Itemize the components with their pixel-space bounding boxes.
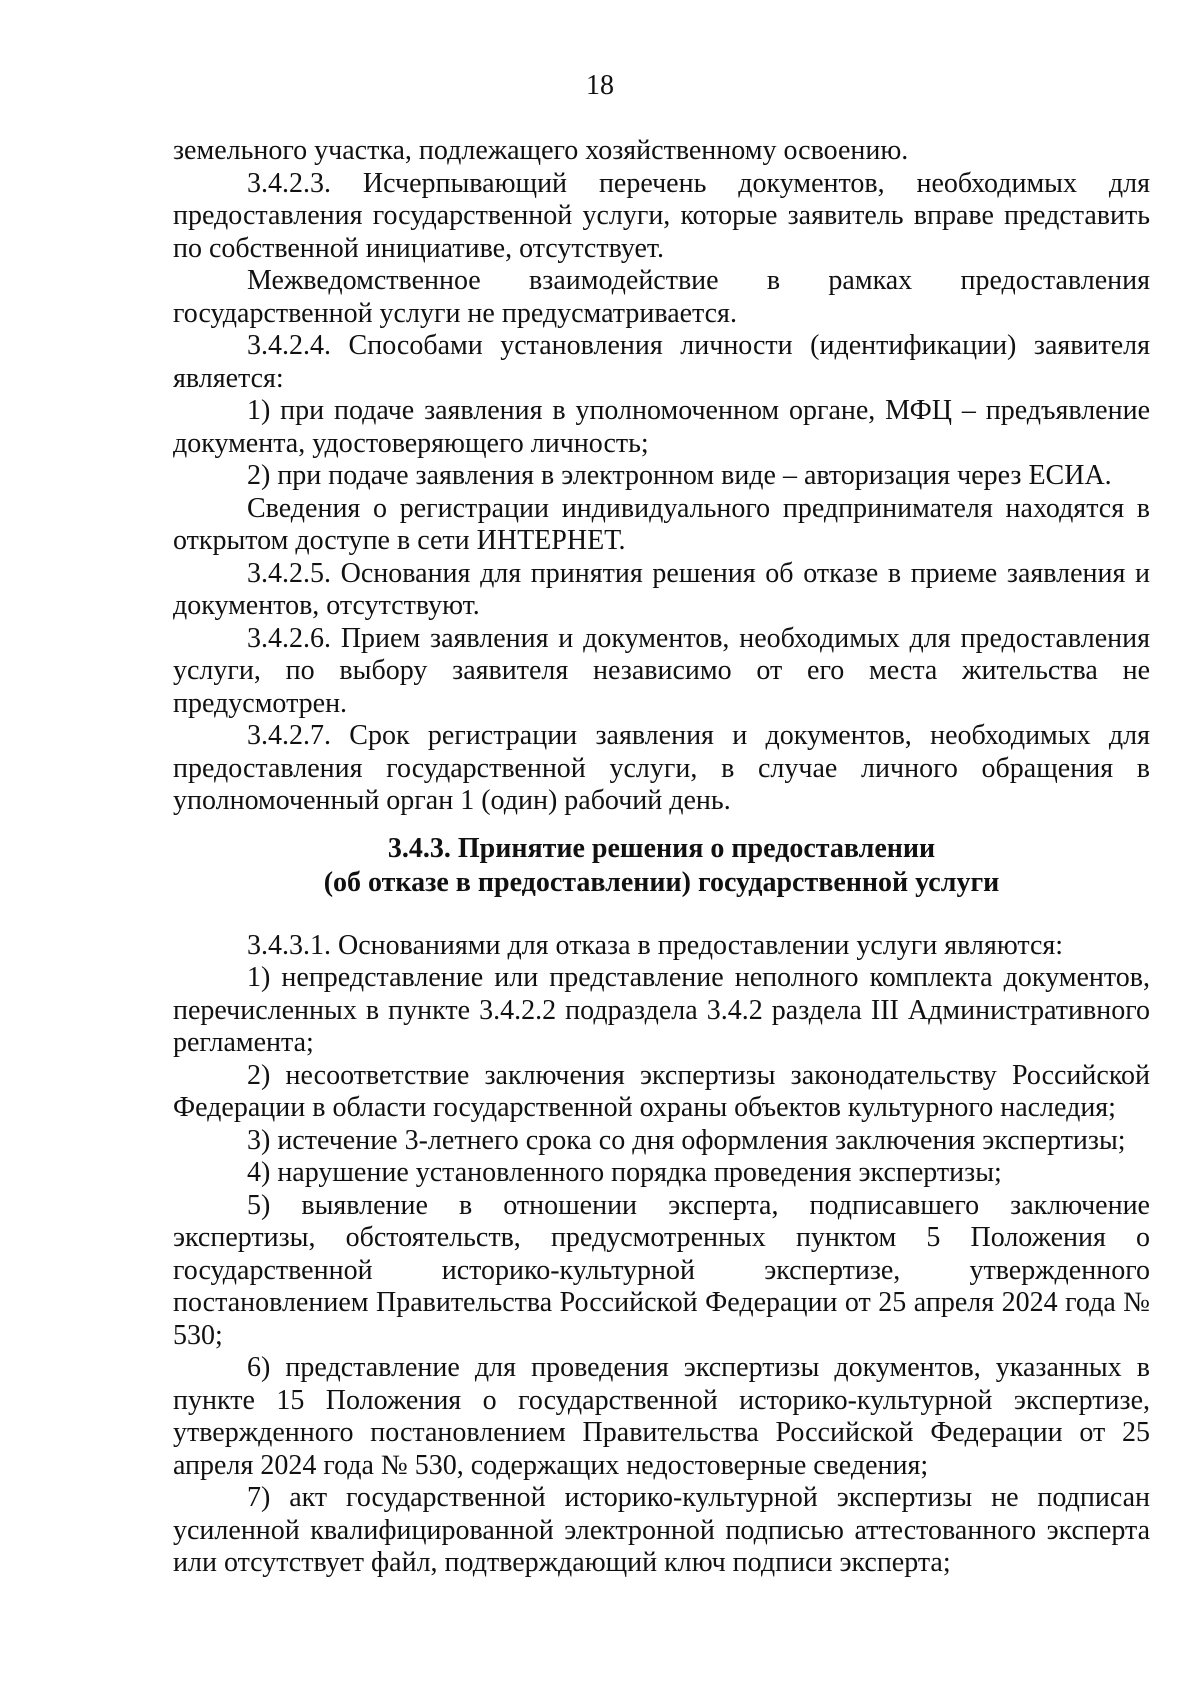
heading-line-2: (об отказе в предоставлении) государственной услуги: [323, 866, 1000, 898]
page-number: 18: [586, 70, 614, 101]
paragraph: 4) нарушение установленного порядка проведения экспертизы;: [247, 1157, 1002, 1188]
paragraph: Сведения о регистрации индивидуального предпринимателя находятся в открытом доступе в сети ИНТЕРНЕТ.: [173, 492, 1150, 556]
document-body: [173, 135, 1150, 1580]
paragraph: 7) акт государственной историко-культурной экспертизы не подписан усиленной квалифицированной электронной подписью аттестованного эксперта или отсутствует файл, подтверждающий ключ подписи эксперта;: [173, 1482, 1150, 1578]
paragraph: 3.4.2.6. Прием заявления и документов, необходимых для предоставления услуги, по выбору заявителя независимо от его места жительства не предусмотрен.: [173, 622, 1150, 719]
paragraph: 3.4.2.4. Способами установления личности (идентификации) заявителя является:: [173, 330, 1150, 394]
paragraph: 2) при подаче заявления в электронном виде – авторизация через ЕСИА.: [247, 460, 1112, 491]
section-heading-3-4-3: [173, 832, 1150, 900]
section-3-4-3-paragraphs: [173, 930, 1150, 1580]
paragraph: 3.4.2.7. Срок регистрации заявления и документов, необходимых для предоставления государственной услуги, в случае личного обращения в уполномоченный орган 1 (один) рабочий день.: [173, 720, 1150, 816]
paragraph: 3.4.2.5. Основания для принятия решения об отказе в приеме заявления и документов, отсутствуют.: [173, 557, 1150, 621]
paragraph: 3.4.2.3. Исчерпывающий перечень документов, необходимых для предоставления государственной услуги, которые заявитель вправе представить по собственной инициативе, отсутствует.: [173, 167, 1150, 264]
paragraph: 5) выявление в отношении эксперта, подписавшего заключение экспертизы, обстоятельств, предусмотренных пунктом 5 Положения о государственной историко-культурной экспертизе, утвержденного постановлением Правительства Российской Федерации от 25 апреля 2024 года № 530;: [173, 1189, 1150, 1351]
paragraph: 1) при подаче заявления в уполномоченном органе, МФЦ – предъявление документа, удостоверяющего личность;: [173, 395, 1150, 459]
paragraph: 3.4.3.1. Основаниями для отказа в предоставлении услуги являются:: [247, 929, 1064, 961]
section-3-4-2-paragraphs: [173, 135, 1150, 818]
paragraph: Межведомственное взаимодействие в рамках предоставления государственной услуги не предусматривается.: [173, 265, 1150, 329]
heading-line-1: 3.4.3. Принятие решения о предоставлении: [387, 832, 936, 864]
paragraph: 2) несоответствие заключения экспертизы законодательству Российской Федерации в области государственной охраны объектов культурного наследия;: [173, 1059, 1150, 1123]
paragraph: земельного участка, подлежащего хозяйственному освоению.: [173, 135, 909, 166]
paragraph: 1) непредставление или представление неполного комплекта документов, перечисленных в пункте 3.4.2.2 подраздела 3.4.2 раздела III Административного регламента;: [173, 962, 1150, 1058]
paragraph: 3) истечение 3-летнего срока со дня оформления заключения экспертизы;: [247, 1124, 1126, 1156]
paragraph: 6) представление для проведения экспертизы документов, указанных в пункте 15 Положения о государственной историко-культурной экспертизе, утвержденного постановлением Правительства Российской Федерации от 25 апреля 2024 года № 530, содержащих недостоверные сведения;: [173, 1352, 1150, 1481]
